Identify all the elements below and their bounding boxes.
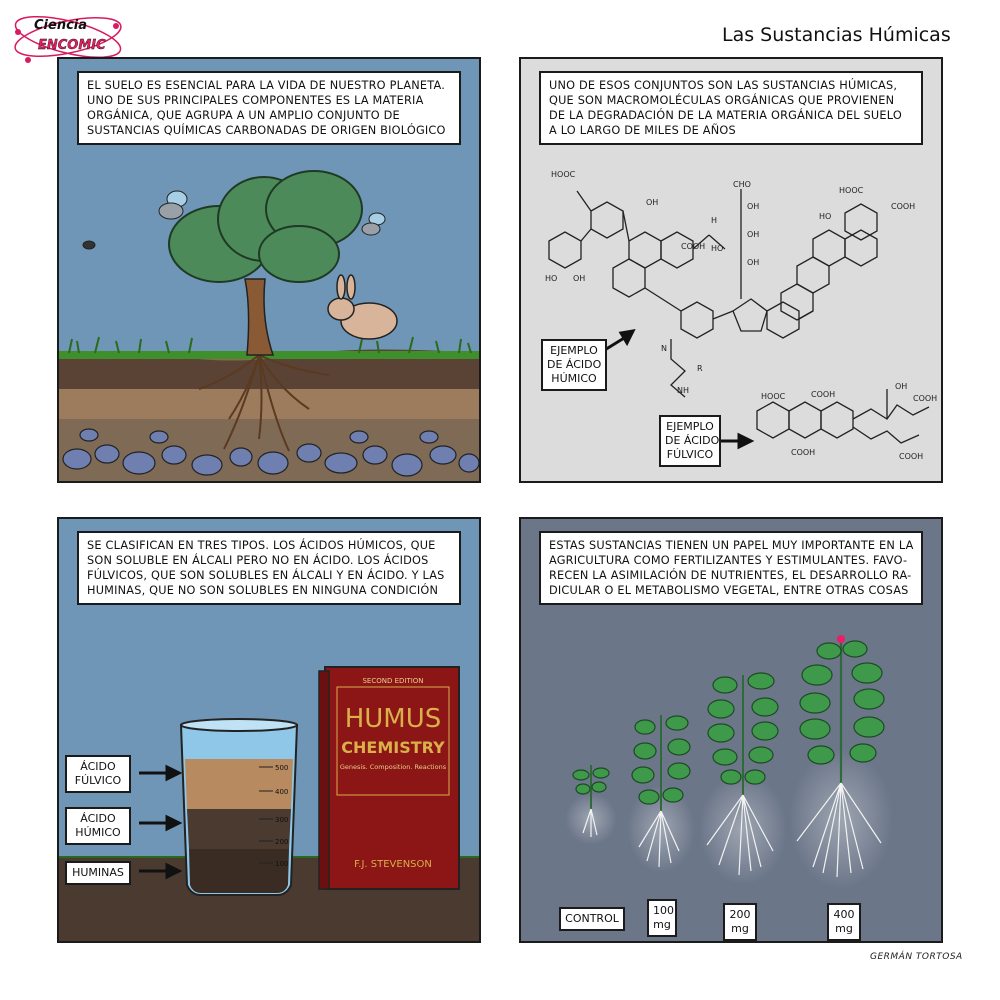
mol-label: N (661, 344, 667, 353)
caption-panel-1 (77, 71, 461, 145)
humic-acid-tag (541, 339, 607, 391)
caption-line: QUE SON MACROMOLÉCULAS ORGÁNICAS QUE PROVIENEN (549, 94, 895, 107)
caption-line: SE CLASIFICAN EN TRES TIPOS. LOS ÁCIDOS HÚMICOS, QUE (87, 539, 436, 552)
plant-400mg (789, 635, 893, 889)
tag-line: EJEMPLO (666, 420, 714, 433)
mol-label: COOH (681, 242, 706, 251)
caption-panel-3 (77, 531, 461, 605)
book-subtitle: Genesis. Composition. Reactions (339, 763, 447, 771)
page-title: Las Sustancias Húmicas (722, 24, 951, 46)
beaker-mark: 200 (275, 838, 289, 846)
beaker-mark: 300 (275, 816, 289, 824)
tag-line: HUMINAS (72, 866, 124, 879)
humic-acid-label (65, 807, 131, 845)
fulvic-acid-tag (659, 415, 721, 467)
mol-label: HOOC (551, 170, 576, 179)
caption-line: SUSTANCIAS QUÍMICAS CARBONADAS DE ORIGEN BIOLÓGICO (87, 124, 446, 137)
humins-label (65, 861, 131, 885)
caption-line: A LO LARGO DE MILES DE AÑOS (549, 124, 736, 137)
mol-label: HO (545, 274, 558, 283)
fulvic-acid-label (65, 755, 131, 793)
fly-icon (83, 241, 95, 249)
dose-100mg-label (647, 899, 677, 937)
tag-line: 100 (653, 904, 674, 917)
fly-icon (362, 213, 385, 235)
beaker-mark: 500 (275, 764, 289, 772)
mol-label: OH (573, 274, 586, 283)
plant-100mg (627, 715, 695, 873)
mol-label: COOH (791, 448, 816, 457)
caption-line: UNO DE ESOS CONJUNTOS SON LAS SUSTANCIAS HÚMICAS, (549, 79, 898, 92)
beaker-mark: 100 (275, 860, 289, 868)
mol-label: HO (819, 212, 832, 221)
caption-panel-4 (539, 531, 923, 605)
tag-line: ÁCIDO (80, 812, 116, 825)
plant-200mg (699, 673, 787, 885)
mol-label: NH (677, 386, 689, 395)
caption-line: HUMINAS, QUE NO SON SOLUBLES EN NINGUNA CONDICIÓN (87, 584, 439, 597)
mol-label: R (697, 364, 703, 373)
author-signature: GERMÁN TORTOSA (870, 952, 963, 962)
mol-label: COOH (899, 452, 924, 461)
logo-text-encomic: ENCOMIC (38, 38, 106, 53)
tag-line: HÚMICO (551, 372, 597, 385)
beaker-icon (181, 719, 297, 895)
mol-label: H (711, 216, 718, 225)
tag-line: 200 (729, 908, 751, 921)
mol-label: OH (747, 258, 760, 267)
control-label (559, 907, 625, 931)
caption-line: SON SOLUBLE EN ÁLCALI PERO NO EN ÁCIDO. LOS ÁCIDOS (87, 554, 429, 567)
mol-label: OH (747, 230, 760, 239)
beaker-mark: 400 (275, 788, 289, 796)
panel-soil (57, 57, 481, 483)
caption-line: ORGÁNICA, QUE AGRUPA A UN AMPLIO CONJUNTO DE (87, 109, 400, 122)
book-edition: SECOND EDITION (362, 677, 424, 685)
caption-line: RECEN LA ASIMILACIÓN DE NUTRIENTES, EL DESARROLLO RA- (549, 569, 912, 582)
book-author: F.J. STEVENSON (354, 859, 432, 870)
caption-line: DE LA DEGRADACIÓN DE LA MATERIA ORGÁNICA DEL SUELO (549, 109, 902, 122)
tag-line: mg (731, 922, 749, 935)
dose-400mg-label (827, 903, 861, 941)
caption-line: ESTAS SUSTANCIAS TIENEN UN PAPEL MUY IMPORTANTE EN LA (549, 539, 914, 552)
mol-label: OH (895, 382, 908, 391)
book-title-2: CHEMISTRY (341, 738, 445, 757)
tag-line: CONTROL (565, 912, 619, 925)
caption-line: FÚLVICOS, QUE SON SOLUBLES EN ÁLCALI Y EN ÁCIDO. Y LAS (87, 569, 445, 582)
caption-line: DICULAR O EL METABOLISMO VEGETAL, ENTRE OTRAS COSAS (549, 584, 909, 597)
tag-line: EJEMPLO (550, 344, 598, 357)
mol-label: HOOC (761, 392, 786, 401)
tag-line: DE ÁCIDO (665, 434, 720, 447)
caption-line: UNO DE SUS PRINCIPALES COMPONENTES ES LA MATERIA (87, 94, 424, 107)
control-plant (565, 765, 617, 845)
tag-line: 400 (833, 908, 855, 921)
panel-molecules (519, 57, 943, 483)
mol-label: OH (646, 198, 659, 207)
rabbit-icon (328, 275, 397, 339)
mol-label: OH (747, 202, 760, 211)
tag-line: FÚLVICO (666, 448, 714, 461)
tag-line: FÚLVICO (74, 774, 122, 787)
dose-200mg-label (723, 903, 757, 941)
caption-panel-2 (539, 71, 923, 145)
tag-line: mg (653, 918, 671, 931)
tag-line: ÁCIDO (80, 760, 116, 773)
mol-label: HO (711, 244, 724, 253)
panel-classification (57, 517, 481, 943)
logo-text-ciencia: Ciencia (34, 18, 88, 33)
caption-line: EL SUELO ES ESENCIAL PARA LA VIDA DE NUESTRO PLANETA. (87, 79, 445, 92)
mol-label: COOH (913, 394, 938, 403)
mol-label: HOOC (839, 186, 864, 195)
caption-line: AGRICULTURA COMO FERTILIZANTES Y ESTIMULANTES. FAVO- (549, 554, 908, 567)
mol-label: COOH (891, 202, 916, 211)
humus-chemistry-book (319, 667, 459, 889)
book-title-1: HUMUS (344, 704, 442, 734)
mol-label: CHO (733, 180, 751, 189)
tag-line: mg (835, 922, 853, 935)
tag-line: DE ÁCIDO (547, 358, 602, 371)
panel-plant-growth (519, 517, 943, 943)
tag-line: HÚMICO (75, 826, 121, 839)
mol-label: COOH (811, 390, 836, 399)
fly-icon (159, 191, 187, 219)
